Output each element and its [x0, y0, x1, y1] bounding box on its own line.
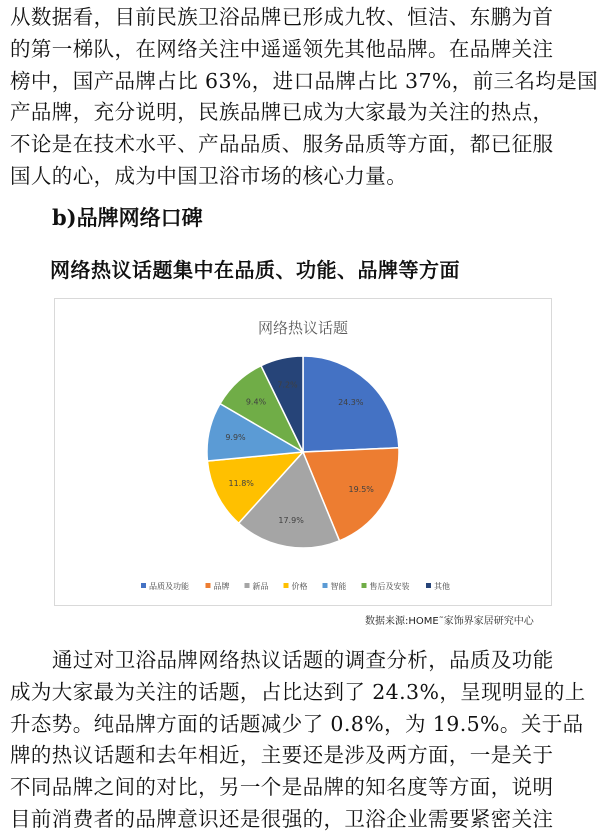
text-line: 不论是在技术水平、产品品质、服务品质等方面，都已征服	[10, 132, 554, 157]
text-line: 升态势。纯品牌方面的话题减少了 0.8%，为 19.5%。关于品	[10, 711, 584, 736]
legend-label: 品牌	[213, 582, 230, 591]
legend-swatch	[284, 583, 289, 588]
data-label: 19.5%	[348, 485, 374, 495]
text-line: 不同品牌之间的对比，另一个是品牌的知名度等方面，说明	[10, 775, 554, 800]
data-label: 9.9%	[225, 433, 246, 443]
legend-label: 价格	[291, 582, 308, 591]
legend-label: 售后及安装	[369, 582, 410, 591]
figure-subtitle: 网络热议话题集中在品质、功能、品牌等方面	[50, 258, 460, 282]
pie-chart	[54, 298, 552, 606]
text-line: 成为大家最为关注的话题，占比达到了 24.3%，呈现明显的上	[10, 679, 586, 704]
intro-paragraph	[10, 2, 599, 193]
text-line: 国人的心，成为中国卫浴市场的核心力量。	[10, 163, 408, 188]
legend-swatch	[206, 583, 211, 588]
legend-label: 智能	[330, 582, 347, 591]
text-line: 榜中，国产品牌占比 63%，进口品牌占比 37%，前三名均是国	[10, 68, 599, 93]
section-heading: b)品牌网络口碑	[52, 205, 203, 230]
data-label: 24.3%	[338, 398, 364, 408]
data-label: 7.2%	[277, 380, 298, 390]
legend-label: 其他	[434, 582, 450, 591]
legend-label: 品质及功能	[149, 582, 189, 591]
legend-swatch	[323, 583, 328, 588]
data-label: 11.8%	[228, 479, 254, 488]
legend-label: 新品	[252, 582, 269, 591]
text-line: 通过对卫浴品牌网络热议话题的调查分析，品质及功能	[52, 648, 554, 672]
text-line: 牌的热议话题和去年相近，主要还是涉及两方面，一是关于	[10, 743, 554, 768]
text-line: 目前消费者的品牌意识还是很强的，卫浴企业需要紧密关注	[10, 806, 554, 831]
chart-title: 网络热议话题	[257, 319, 349, 337]
legend-swatch	[426, 583, 431, 588]
text-line: 产品牌，充分说明，民族品牌已成为大家最为关注的热点，	[10, 100, 554, 125]
legend-swatch	[362, 583, 367, 588]
legend-swatch	[245, 583, 250, 588]
source-note: 数据来源:HOME˜家饰界家居研究中心	[365, 616, 534, 627]
data-label: 17.9%	[278, 516, 304, 526]
text-line: 从数据看，目前民族卫浴品牌已形成九牧、恒洁、东鹏为首	[10, 5, 554, 29]
pie-chart-svg	[55, 299, 551, 605]
analysis-paragraph	[10, 645, 592, 836]
data-label: 9.4%	[245, 397, 267, 407]
legend-swatch	[141, 583, 146, 588]
text-line: 的第一梯队，在网络关注中遥遥领先其他品牌。在品牌关注	[10, 36, 554, 61]
